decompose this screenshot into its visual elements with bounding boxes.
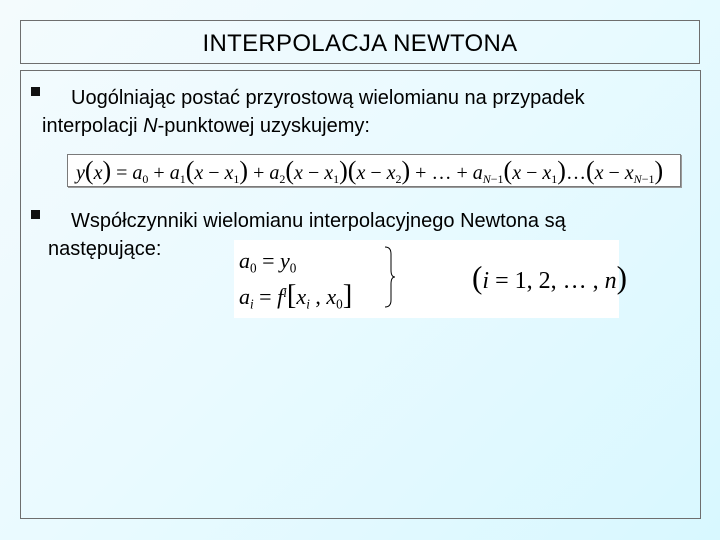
bullet-marker-1 xyxy=(31,87,40,96)
bullet-1-line-1: Uogólniając postać przyrostową wielomianu na przypadek xyxy=(71,87,585,109)
content-box xyxy=(20,70,701,519)
formula-coefficients xyxy=(234,240,627,318)
formula-index-range: (i = 1, 2, … , n) xyxy=(472,260,627,295)
bullet-1-line-2-italic: N xyxy=(143,115,158,137)
slide-title: INTERPOLACJA NEWTONA xyxy=(202,30,518,57)
right-brace-icon xyxy=(384,246,396,308)
formula-polynomial: $y(x) = a_0 + a_1(x - x_1) + a_2(x - x_1)(x - x_2)$ + … + $a_{N-1}(x$ − $x_1)\dots(x - x_{N-1})$ xyxy=(67,154,681,187)
bullet-2-line-1: Współczynniki wielomianu interpolacyjnego Newtona są xyxy=(71,210,566,232)
bullet-marker-2 xyxy=(31,210,40,219)
title-box xyxy=(20,20,700,64)
bullet-1-line-2-start: interpolacji xyxy=(42,115,144,137)
bullet-1-line-2 xyxy=(42,111,370,141)
formula-coefficient-ai: $a_i = f^i[x_i$ , $x_0$] xyxy=(239,280,353,312)
bullet-2-line-2: następujące: xyxy=(48,238,162,260)
bullet-1-line-2-end: -punktowej uzyskujemy: xyxy=(157,115,370,137)
formula-coefficient-a0: $a_0 = y_0$ xyxy=(239,248,297,276)
